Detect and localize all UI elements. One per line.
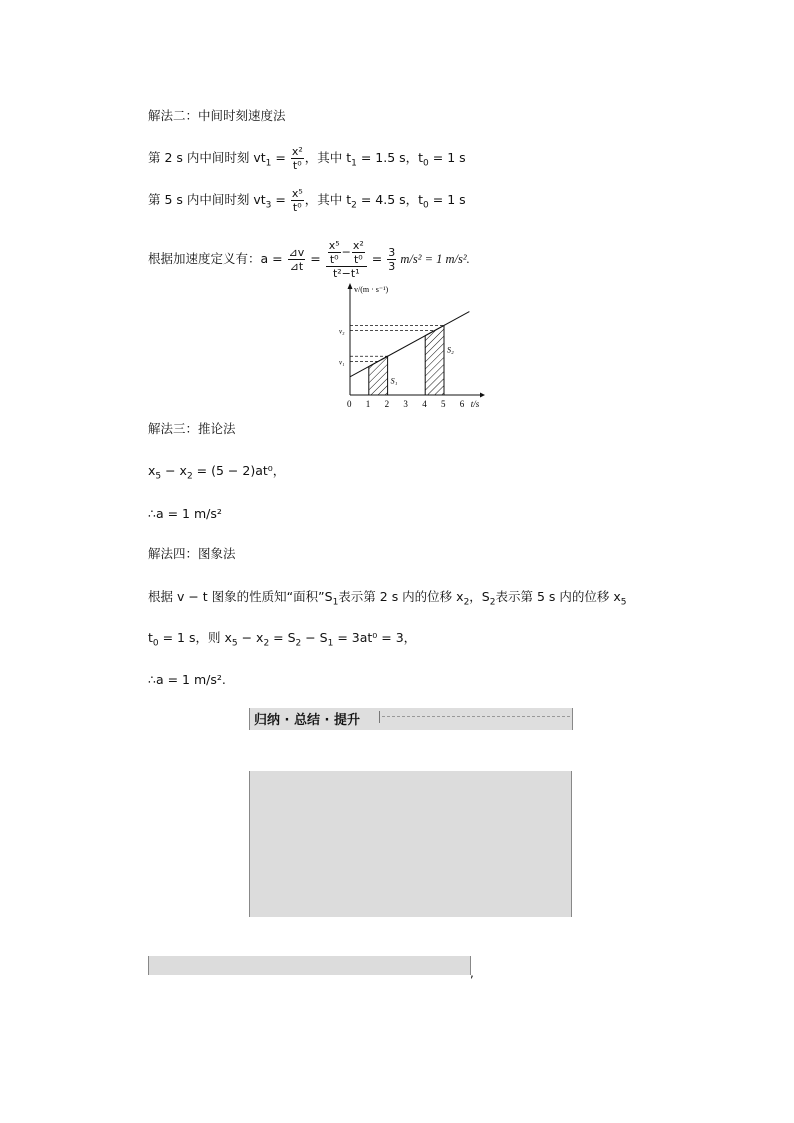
fraction: $\frac{\text{x²}}{\text{t⁰}}$ bbox=[291, 145, 303, 172]
x-tick-label: 1 bbox=[365, 399, 371, 409]
method2-line3: 根据加速度定义有：a = $\frac{⊿v}{⊿t}$ = $\frac{\text{x⁵}}{\text{t⁰}}$ − $\frac{\text{x²}}{\text{t⁰}}$ t²−t¹ = $\frac{3}{3}$ m/s² = 1 m/s². bbox=[148, 239, 470, 280]
method2-line2: 第 5 s 内中间时刻 $vt_3$ = $\frac{\text{x⁵}}{\text{t⁰}}$ ，其中 $t_2 = 4.5$ s，$t_0 = 1$ s bbox=[148, 187, 466, 214]
bottom-comma: , bbox=[470, 966, 474, 980]
shaded-area-2 bbox=[425, 325, 444, 395]
method4-heading: 解法四：图象法 bbox=[148, 546, 236, 561]
fraction: $\frac{\text{x⁵}}{\text{t⁰}}$ bbox=[291, 187, 303, 214]
shaded-area-1 bbox=[369, 356, 388, 395]
x-axis-label: t/s bbox=[470, 399, 480, 409]
shaded-label: S₁ bbox=[390, 376, 398, 386]
dashed-divider bbox=[382, 716, 570, 717]
fraction-compound: $\frac{\text{x⁵}}{\text{t⁰}}$ − $\frac{\text{x²}}{\text{t⁰}}$ t²−t¹ bbox=[326, 240, 367, 279]
method3-eq2: ∴a = 1 m/s² bbox=[148, 506, 222, 521]
y-tick-label: v₁ bbox=[339, 358, 345, 367]
method4-text2: $t_0 = 1$ s，则 $x_5 - x_2 = S_2 - S_1 = 3at^0 = 3$， bbox=[148, 630, 417, 649]
vt-line bbox=[350, 312, 469, 377]
fraction-3-3: $\frac{3}{3}$ bbox=[388, 246, 396, 273]
x-axis-arrow bbox=[480, 393, 485, 398]
method2-line1: 第 2 s 内中间时刻 $vt_1$ = $\frac{\text{x²}}{\text{t⁰}}$ ，其中 $t_1 = 1.5$ s，$t_0 = 1$ s bbox=[148, 145, 466, 172]
x-tick-label: 4 bbox=[422, 399, 427, 409]
summary-content-box bbox=[249, 771, 572, 917]
method4-eq: ∴a = 1 m/s². bbox=[148, 672, 226, 687]
vt-graph bbox=[330, 280, 490, 410]
shaded-label: S₂ bbox=[447, 345, 454, 355]
x-tick-label: 2 bbox=[384, 399, 390, 409]
x-tick-label: 6 bbox=[459, 399, 465, 409]
bottom-bar bbox=[148, 956, 471, 975]
x-tick-label: 3 bbox=[403, 399, 408, 409]
method4-text1: 根据 v − t 图象的性质知“面积$”S_1$表示第 2 s 内的位移 $x_2$，$S_2$表示第 5 s 内的位移 $x_5$ bbox=[148, 589, 627, 608]
y-axis-arrow bbox=[348, 283, 353, 289]
method3-heading: 解法三：推论法 bbox=[148, 421, 236, 436]
x-tick-label: 0 bbox=[347, 399, 352, 409]
fraction-dv-dt: $\frac{⊿v}{⊿t}$ bbox=[288, 246, 305, 273]
summary-title: 归纳 · 总结 · 提升 bbox=[254, 713, 360, 728]
summary-header bbox=[249, 708, 573, 730]
y-tick-label: v₃ bbox=[339, 327, 345, 336]
method2-heading: 解法二：中间时刻速度法 bbox=[148, 108, 286, 123]
divider bbox=[379, 711, 380, 723]
method3-eq1: $x_5 - x_2 = (5 - 2)at^0$， bbox=[148, 463, 286, 482]
y-axis-label: v/(m · s⁻¹) bbox=[354, 285, 389, 294]
x-tick-label: 5 bbox=[441, 399, 446, 409]
